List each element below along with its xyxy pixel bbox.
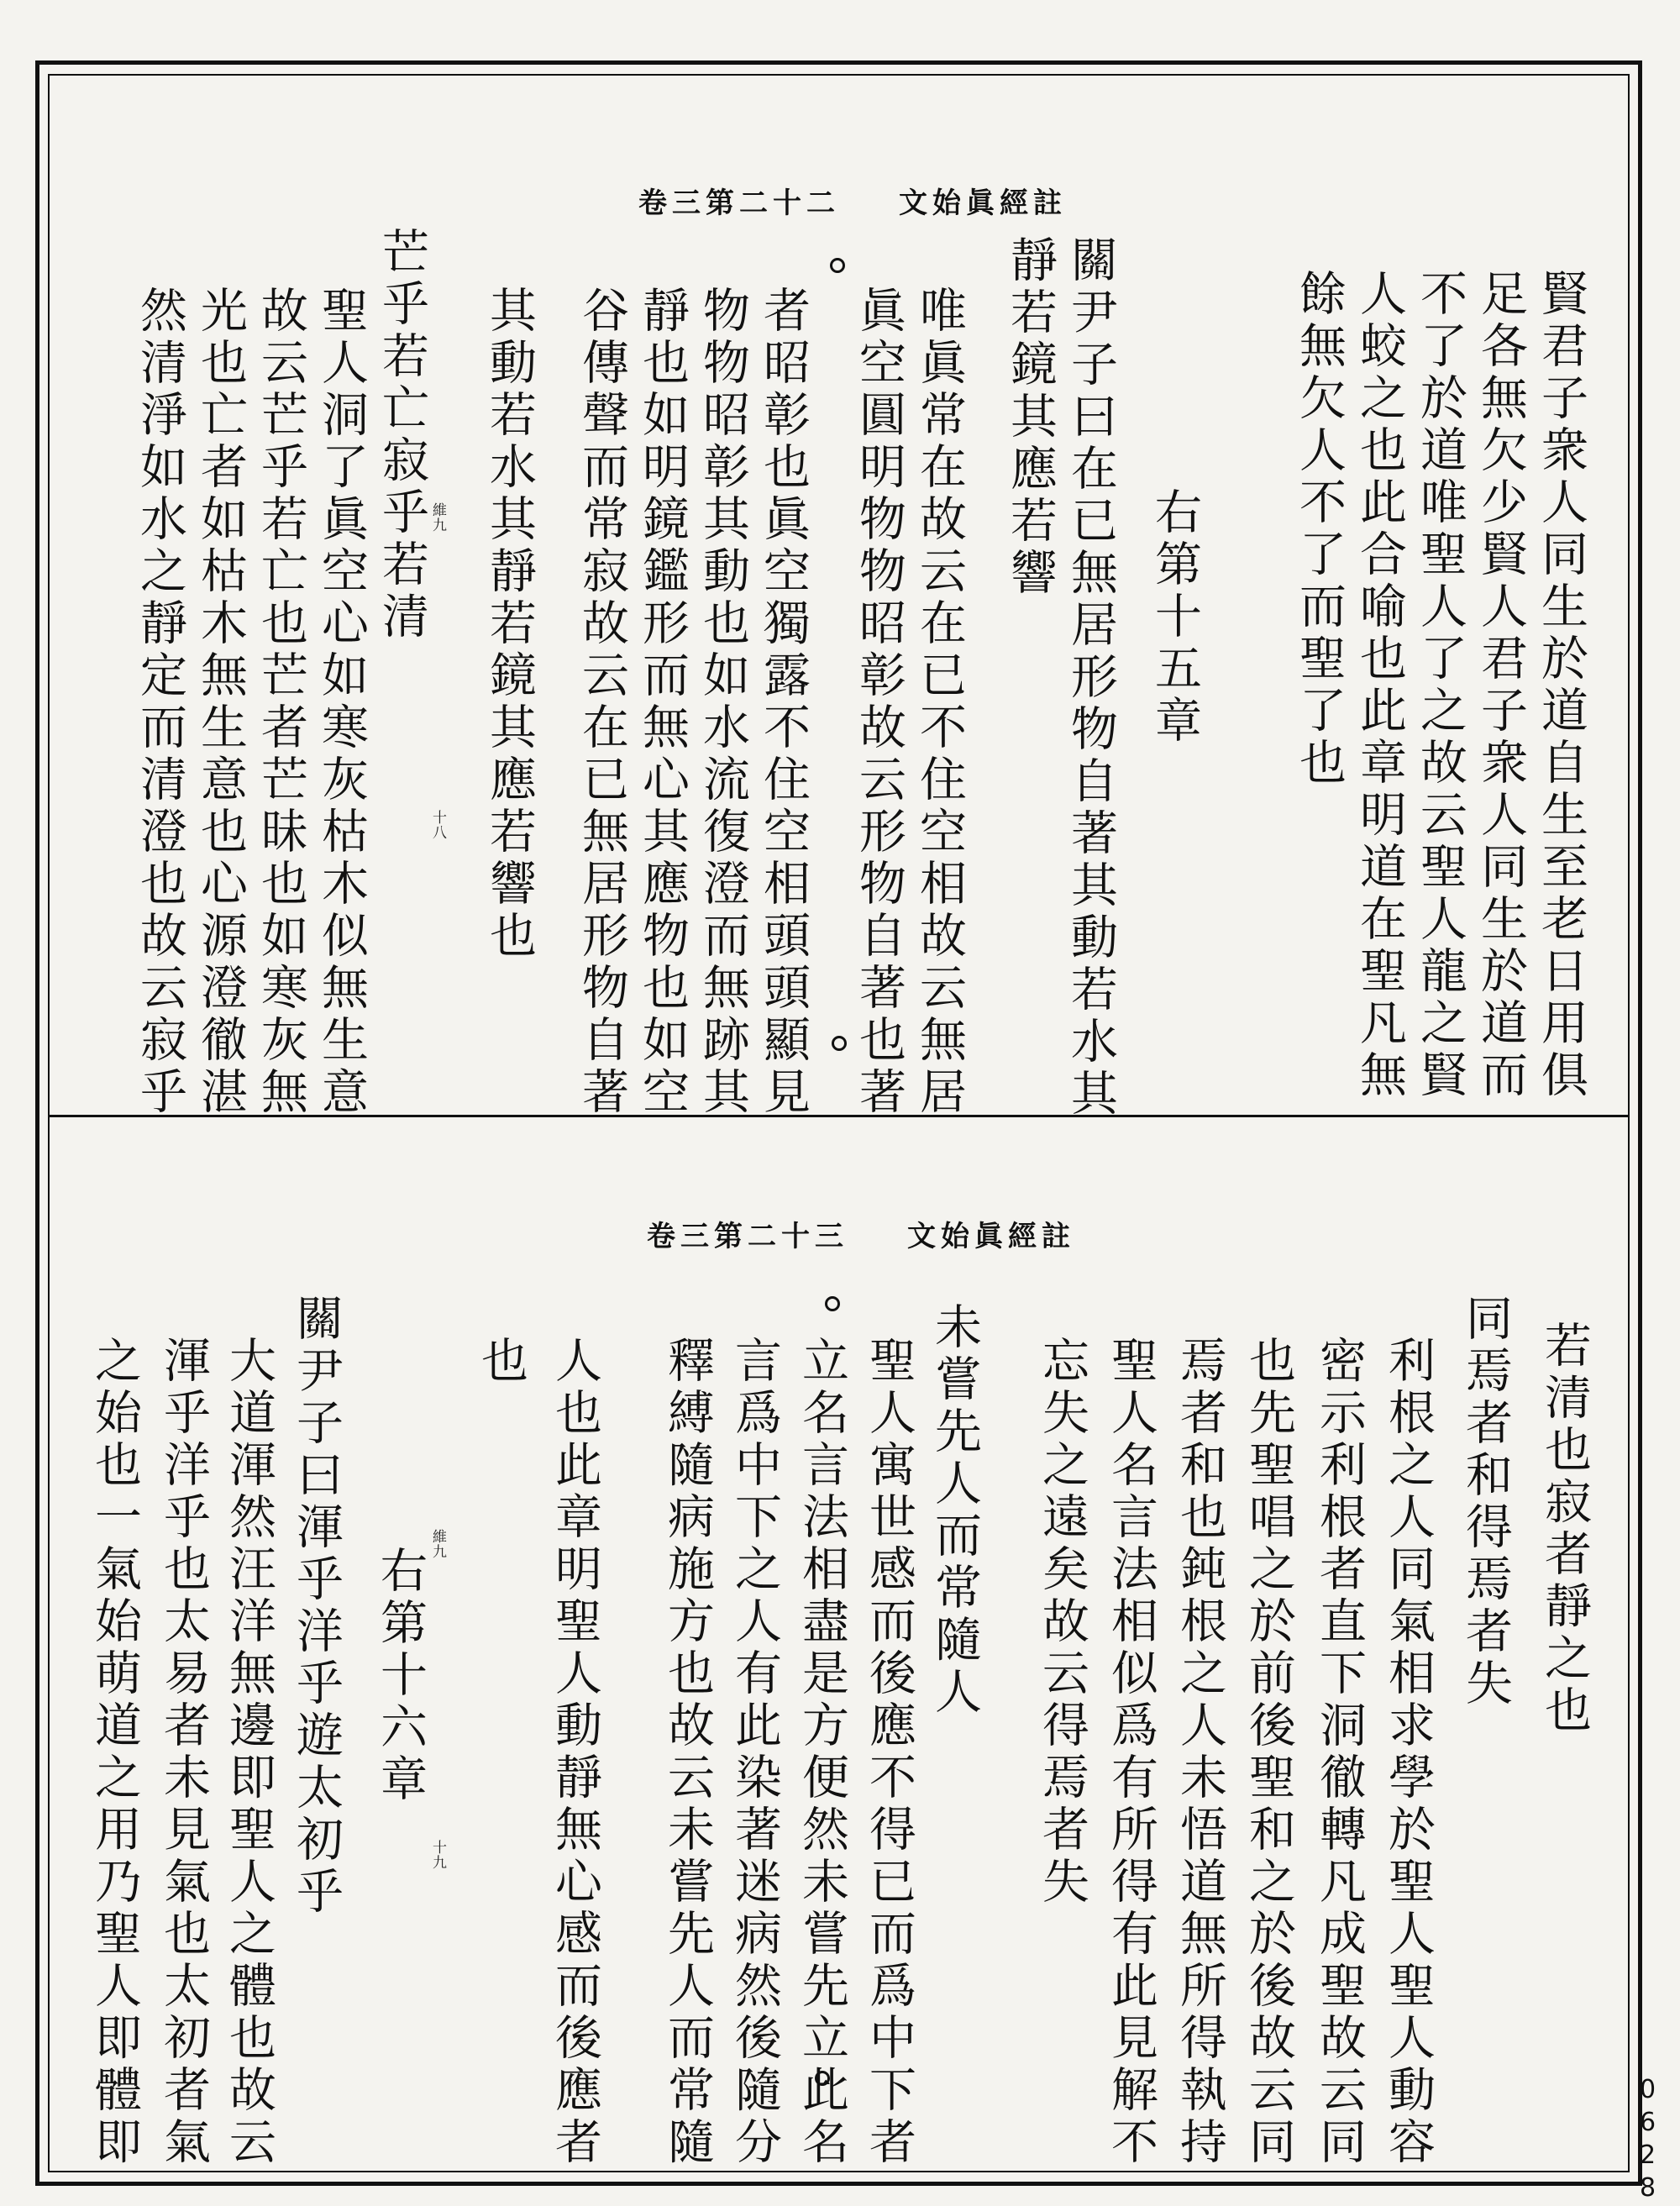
top-circle-marker-1 (830, 258, 845, 273)
top-column-20: 然清淨如水之靜定而清澄也故云寂乎 (133, 286, 187, 1119)
top-margin-note-1: 維九 (429, 502, 446, 533)
bottom-header-volume: 卷三第二十三 (647, 1219, 848, 1253)
top-column-15: 其動若水其靜若鏡其應若響也 (482, 286, 537, 963)
top-column-14: 谷傳聲而常寂故云在已無居形物自著 (575, 286, 629, 1119)
top-column-5: 餘無欠人不了而聖了也 (1292, 269, 1347, 790)
top-header-title: 文始眞經註 (899, 186, 1067, 220)
bottom-panel-header (647, 1208, 1075, 1258)
bottom-column-12: 言爲中下之人有此染著迷病然後隨分 (727, 1336, 782, 2169)
top-margin-note-2: 十八 (429, 810, 446, 840)
bottom-column-14: 人也此章明聖人動靜無心感而後應者 (548, 1336, 602, 2169)
top-column-2: 足各無欠少賢人君子衆人同生於道而 (1473, 269, 1528, 1102)
top-column-1: 賢君子衆人同生於道自生至老日用俱 (1534, 269, 1588, 1102)
top-column-13: 靜也如明鏡鑑形而無心其應物也如空 (635, 286, 690, 1119)
bottom-circle-marker-2 (815, 2071, 830, 2086)
bottom-column-6: 焉者和也鈍根之人未悟道無所得執持 (1173, 1336, 1227, 2169)
bottom-column-4: 密示利根者直下洞徹轉凡成聖故云同 (1312, 1336, 1367, 2169)
bottom-column-2: 同焉者和得焉者失 (1458, 1294, 1513, 1710)
bottom-column-18: 大道渾然汪洋無邊即聖人之體也故云 (222, 1336, 276, 2169)
top-column-16: 芒乎若亡寂乎若清 (375, 227, 429, 643)
page-number: 0628 (1633, 2075, 1662, 2206)
top-column-11: 者昭彰也眞空獨露不住空相頭頭顯見 (756, 286, 811, 1119)
bottom-margin-note-1: 維九 (429, 1529, 446, 1559)
bottom-column-19: 渾乎洋乎也太易者未見氣也太初者氣 (156, 1336, 211, 2169)
top-column-8: 靜若鏡其應若響 (1003, 235, 1058, 600)
top-panel-header (638, 175, 1067, 225)
bottom-column-16: 右第十六章 (373, 1546, 428, 1806)
bottom-column-7: 聖人名言法相似爲有所得有此見解不 (1104, 1336, 1158, 2169)
top-column-18: 故云芒乎若亡也芒者芒昧也如寒灰無 (254, 286, 308, 1119)
bottom-circle-marker-1 (825, 1296, 840, 1311)
bottom-column-11: 立名言法相盡是方便然未嘗先立此名 (795, 1336, 849, 2169)
bottom-column-13: 釋縛隨病施方也故云未嘗先人而常隨 (660, 1336, 715, 2169)
top-column-3: 不了於道唯聖人了之故云聖人龍之賢 (1413, 269, 1467, 1102)
top-column-4: 人蛟之也此合喻也此章明道在聖凡無 (1352, 269, 1407, 1102)
bottom-column-5: 也先聖唱之於前後聖和之於後故云同 (1242, 1336, 1296, 2169)
bottom-column-10: 聖人寓世感而後應不得已而爲中下者 (862, 1336, 916, 2169)
bottom-column-15: 也 (474, 1336, 528, 1388)
top-column-12: 物物昭彰其動也如水流復澄而無跡其 (696, 286, 750, 1119)
bottom-column-17: 關尹子曰渾乎洋乎遊太初乎 (289, 1294, 344, 1919)
bottom-margin-note-2: 十九 (429, 1840, 446, 1870)
top-column-9: 唯眞常在故云在已不住空相故云無居 (912, 286, 967, 1119)
top-column-6: 右第十五章 (1147, 487, 1202, 748)
bottom-column-3: 利根之人同氣相求學於聖人聖人動容 (1381, 1336, 1436, 2169)
bottom-header-title: 文始眞經註 (907, 1219, 1075, 1253)
top-circle-marker-2 (832, 1036, 847, 1051)
top-column-19: 光也亡者如枯木無生意也心源澄徹湛 (193, 286, 248, 1119)
bottom-column-1: 若清也寂者靜之也 (1537, 1321, 1592, 1737)
top-column-7: 關尹子曰在已無居形物自著其動若水其 (1063, 235, 1118, 1121)
top-header-volume: 卷三第二十二 (638, 186, 840, 220)
top-column-17: 聖人洞了眞空心如寒灰枯木似無生意 (314, 286, 369, 1119)
top-column-10: 眞空圓明物物昭彰故云形物自著也著 (852, 286, 906, 1119)
bottom-column-20: 之始也一氣始萌道之用乃聖人即體即 (87, 1336, 142, 2169)
bottom-column-8: 忘失之遠矣故云得焉者失 (1035, 1336, 1089, 1909)
bottom-column-9: 未嘗先人而常隨人 (927, 1302, 982, 1719)
